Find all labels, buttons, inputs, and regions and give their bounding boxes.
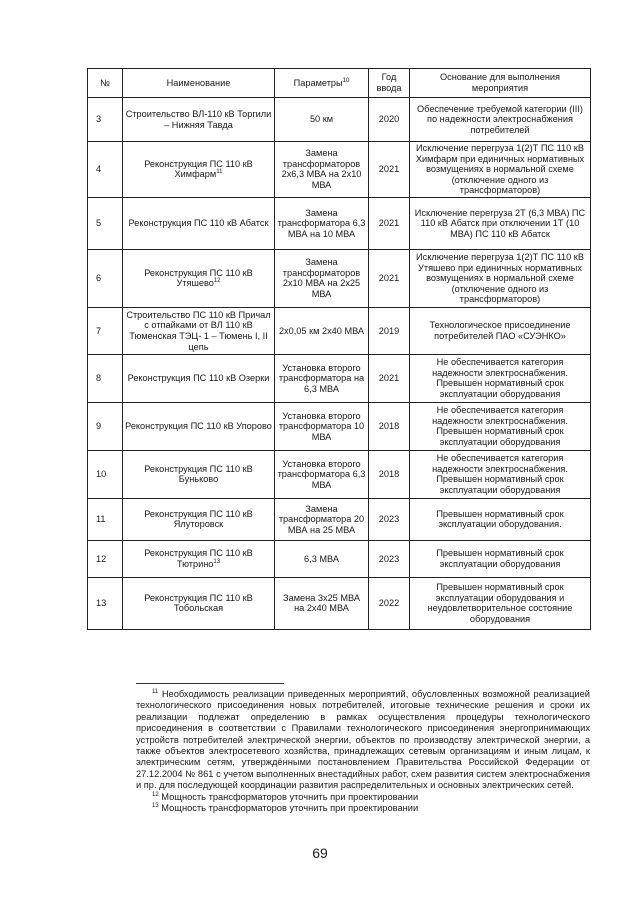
cell-params <box>275 577 369 629</box>
measures-table <box>87 68 591 630</box>
footnote-ref: 12 <box>213 278 221 285</box>
table-row <box>88 498 591 540</box>
footnote-mark: 13 <box>152 802 159 809</box>
cell-name <box>123 142 275 198</box>
cell-basis-text: Не обеспечивается категория надежности электроснабжения. Превышен нормативный срок эксплуатации оборудования <box>432 357 568 400</box>
cell-params <box>275 249 369 307</box>
cell-params-text: 50 км <box>309 114 334 125</box>
table-row <box>88 98 591 142</box>
cell-num-text: 13 <box>96 598 107 609</box>
cell-name-text: Строительство ПС 110 кВ Причал с отпайками от ВЛ 110 кВ Тюменская ТЭЦ- 1 – Тюмень I, II цепь <box>126 309 271 352</box>
table-row <box>88 402 591 450</box>
cell-name-text: Реконструкция ПС 110 кВ Ялуторовск <box>144 508 253 530</box>
cell-num <box>88 197 123 249</box>
cell-year-text: 2021 <box>378 218 400 229</box>
cell-year-text: 2018 <box>378 421 400 432</box>
footnotes <box>136 689 590 814</box>
cell-params-text: 2х0,05 км 2х40 МВА <box>278 325 365 336</box>
header-year: Год ввода <box>369 69 410 98</box>
cell-num <box>88 577 123 629</box>
cell-num-text: 11 <box>96 514 106 525</box>
cell-num-text: 7 <box>96 325 102 336</box>
cell-name-text: Реконструкция ПС 110 кВ Буньково <box>144 463 253 485</box>
footnote-text: Необходимость реализации приведенных мероприятий, обусловленных возможной реализацией технологического присоединения новых потребителей, итоговые технические решения и сроки их реализации подлежат определению в рамках осуществления процедуры технологического присоединения в соответствии с Правилами технологического присоединения энергопринимающих устройств потребителей электрической энергии, объектов по производству электрической энергии, а также объектов электросетевого хозяйства, принадлежащих сетевым организациям и иным лицам, к электрическим сетям, утверждёнными постановлением Правительства Российской Федерации от 27.12.2004 № 861 с учетом выполненных внестадийных работ, схем развития систем электроснабжения и пр. для последующей координации развития распределительных и основных электрических сетей. <box>136 689 590 791</box>
cell-name <box>123 249 275 307</box>
cell-params-text: Замена трансформаторов 2х6,3 МВА на 2х10 МВА <box>281 148 362 191</box>
cell-year-text: 2018 <box>378 469 400 480</box>
cell-name-text: Реконструкция ПС 110 кВ Утяшево <box>144 267 253 289</box>
cell-num <box>88 142 123 198</box>
cell-num <box>88 498 123 540</box>
cell-year <box>369 307 410 354</box>
cell-basis <box>410 249 591 307</box>
header-params-footnote-ref: 10 <box>342 77 350 84</box>
cell-params <box>275 142 369 198</box>
cell-basis <box>410 354 591 402</box>
cell-params <box>275 498 369 540</box>
footnote-separator <box>136 683 284 684</box>
cell-num <box>88 540 123 577</box>
table-row <box>88 577 591 629</box>
cell-year <box>369 498 410 540</box>
cell-name <box>123 577 275 629</box>
cell-name <box>123 98 275 142</box>
table-row <box>88 540 591 577</box>
cell-basis-text: Превышен нормативный срок эксплуатации оборудования <box>436 548 564 569</box>
table-row <box>88 249 591 307</box>
cell-params-text: Установка второго трансформатора на 6,3 МВА <box>278 362 365 394</box>
cell-name <box>123 450 275 498</box>
cell-name <box>123 540 275 577</box>
cell-num-text: 3 <box>96 114 102 125</box>
cell-params-text: Замена трансформатора 6,3 МВА на 10 МВА <box>277 207 366 239</box>
cell-params <box>275 402 369 450</box>
cell-basis-text: Не обеспечивается категория надежности электроснабжения. Превышен нормативный срок эксплуатации оборудования <box>432 453 568 496</box>
cell-basis-text: Исключение перегруза 1(2)Т ПС 110 кВ Утяшево при единичных нормативных возмущениях в нормальной схеме (отключение одного из трансформаторов) <box>416 251 584 305</box>
table-header-row <box>88 69 591 98</box>
header-basis: Основание для выполнения мероприятия <box>410 69 591 98</box>
cell-year-text: 2021 <box>378 164 400 175</box>
cell-num-text: 9 <box>96 421 102 432</box>
cell-year <box>369 249 410 307</box>
cell-basis-text: Обеспечение требуемой категории (III) по надежности электроснабжения потребителей <box>417 103 583 135</box>
footnote-ref: 13 <box>213 558 221 565</box>
cell-year-text: 2023 <box>378 514 400 525</box>
table-row <box>88 450 591 498</box>
cell-basis-text: Не обеспечивается категория надежности электроснабжения. Превышен нормативный срок эксплуатации оборудования <box>432 405 568 448</box>
header-params-text: Параметры <box>293 77 343 88</box>
cell-year <box>369 540 410 577</box>
cell-basis <box>410 98 591 142</box>
table-row <box>88 197 591 249</box>
header-name: Наименование <box>123 69 275 98</box>
cell-year-text: 2020 <box>378 114 400 125</box>
cell-basis-text: Исключение перегруза 2Т (6,3 МВА) ПС 110 кВ Абатск при отключении 1Т (10 МВА) ПС 110 кВ Абатск <box>414 207 586 239</box>
cell-params <box>275 450 369 498</box>
cell-basis-text: Технологическое присоединение потребителей ПАО «СУЭНКО» <box>429 320 571 341</box>
cell-params-text: 6,3 МВА <box>304 553 339 564</box>
cell-params-text: Установка второго трансформатора 6,3 МВА <box>277 458 366 490</box>
cell-params-text: Замена трансформаторов 2х10 МВА на 2х25 МВА <box>282 257 361 300</box>
header-num: № <box>88 69 123 98</box>
cell-year <box>369 402 410 450</box>
cell-basis <box>410 307 591 354</box>
footnote-13 <box>136 803 590 814</box>
cell-year <box>369 98 410 142</box>
cell-name <box>123 307 275 354</box>
footnote-text: Мощность трансформаторов уточнить при проектировании <box>161 791 419 802</box>
cell-year <box>369 142 410 198</box>
footnote-mark: 11 <box>152 688 159 695</box>
cell-basis <box>410 577 591 629</box>
cell-params <box>275 354 369 402</box>
cell-name-text: Реконструкция ПС 110 кВ Абатск <box>128 218 269 229</box>
cell-year <box>369 450 410 498</box>
cell-basis-text: Исключение перегруза 1(2)Т ПС 110 кВ Химфарм при единичных нормативных возмущениях в нормальной схеме (отключение одного из трансформаторов) <box>415 143 585 196</box>
cell-num-text: 5 <box>96 218 102 229</box>
cell-num <box>88 98 123 142</box>
table-row <box>88 307 591 354</box>
cell-params <box>275 307 369 354</box>
cell-params <box>275 197 369 249</box>
cell-year-text: 2021 <box>378 273 400 284</box>
footnote-text: Мощность трансформаторов уточнить при проектировании <box>161 803 419 814</box>
cell-params <box>275 540 369 577</box>
cell-year-text: 2022 <box>378 598 400 609</box>
cell-params-text: Замена 3х25 МВА на 2х40 МВА <box>283 592 360 614</box>
cell-name <box>123 197 275 249</box>
cell-num-text: 6 <box>96 273 102 284</box>
cell-year <box>369 197 410 249</box>
cell-name-text: Реконструкция ПС 110 кВ Упорово <box>125 421 272 432</box>
cell-basis <box>410 197 591 249</box>
table-row <box>88 354 591 402</box>
cell-params <box>275 98 369 142</box>
cell-year <box>369 354 410 402</box>
cell-basis <box>410 540 591 577</box>
cell-num-text: 8 <box>96 373 102 384</box>
cell-year <box>369 577 410 629</box>
table-row <box>88 142 591 198</box>
cell-basis <box>410 498 591 540</box>
cell-name <box>123 402 275 450</box>
cell-params-text: Установка второго трансформатора 10 МВА <box>278 410 365 442</box>
cell-basis <box>410 142 591 198</box>
cell-name-text: Реконструкция ПС 110 кВ Озерки <box>127 373 270 384</box>
cell-num <box>88 307 123 354</box>
cell-name <box>123 354 275 402</box>
cell-basis <box>410 450 591 498</box>
footnote-mark: 12 <box>152 791 159 798</box>
cell-num-text: 12 <box>96 553 107 564</box>
cell-basis <box>410 402 591 450</box>
cell-name <box>123 498 275 540</box>
cell-params-text: Замена трансформатора 20 МВА на 25 МВА <box>278 503 365 535</box>
cell-name-text: Реконструкция ПС 110 кВ Тобольская <box>144 592 253 614</box>
page-number: 69 <box>312 845 328 861</box>
cell-year-text: 2019 <box>378 325 400 336</box>
cell-num <box>88 402 123 450</box>
cell-name-text: Реконструкция ПС 110 кВ Химфарм <box>144 158 253 180</box>
cell-num-text: 10 <box>96 469 107 480</box>
cell-num <box>88 354 123 402</box>
footnote-12 <box>136 792 590 803</box>
footnote-11 <box>136 689 590 792</box>
cell-basis-text: Превышен нормативный срок эксплуатации оборудования и неудовлетворительное состояние оборудования <box>427 582 573 625</box>
cell-name-text: Строительство ВЛ-110 кВ Торгили – Нижняя Тавда <box>125 108 272 130</box>
header-params <box>275 69 369 98</box>
cell-year-text: 2023 <box>378 553 400 564</box>
cell-year-text: 2021 <box>378 373 400 384</box>
cell-basis-text: Превышен нормативный срок эксплуатации оборудования. <box>436 508 564 530</box>
cell-num <box>88 450 123 498</box>
footnote-ref: 11 <box>216 169 223 176</box>
cell-num-text: 4 <box>96 164 102 175</box>
cell-name-text: Реконструкция ПС 110 кВ Тютрино <box>144 548 253 569</box>
cell-num <box>88 249 123 307</box>
